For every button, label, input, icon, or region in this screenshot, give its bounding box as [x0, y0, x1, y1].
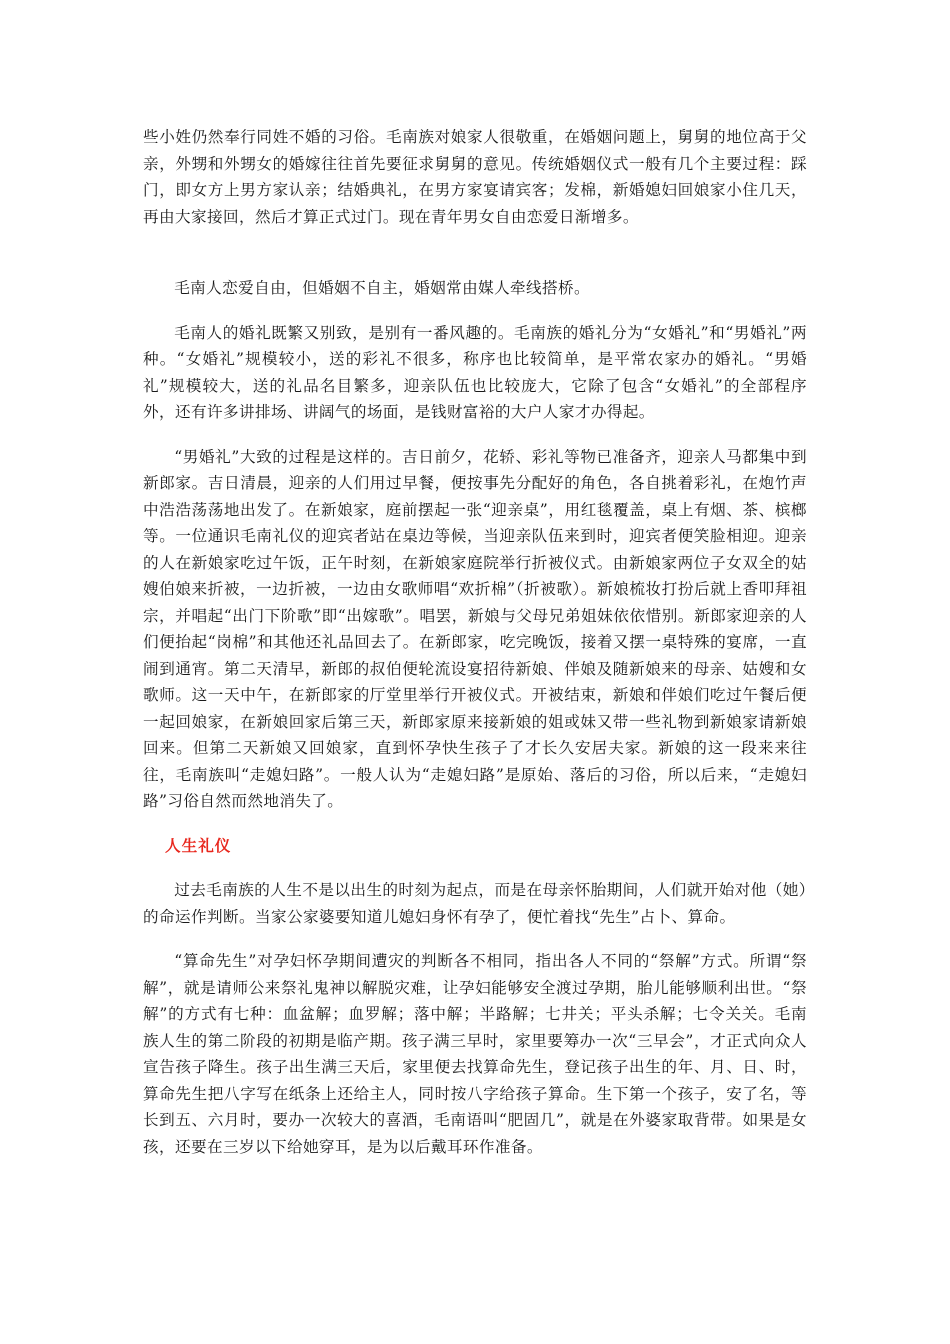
- blank-gap: [143, 426, 807, 444]
- paragraph-love-freedom: 毛南人恋爱自由，但婚姻不自主，婚姻常由媒人牵线搭桥。: [174, 279, 591, 297]
- blank-gap: [143, 230, 807, 275]
- blank-gap: [143, 302, 807, 320]
- section-heading-life-etiquette: 人生礼仪: [165, 836, 232, 855]
- paragraph-wedding-types: 毛南人的婚礼既繁又别致，是别有一番风趣的。毛南族的婚礼分为“女婚礼”和“男婚礼”两种。“女婚礼”规模较小，送的彩礼不很多，称序也比较简单，是平常农家办的婚礼。“男婚礼”规模较大，送的礼品名目繁多，迎亲队伍也比较庞大，它除了包含“女婚礼”的全部程序外，还有许多讲排场、讲阔气的场面，是钱财富裕的大户人家才办得起。: [143, 323, 807, 421]
- paragraph-jijie-rituals: “算命先生”对孕妇怀孕期间遭灾的判断各不相同，指出各人不同的“祭解”方式。所谓“祭解”，就是请师公来祭礼鬼神以解脱灾难，让孕妇能够安全渡过孕期，胎儿能够顺利出世。“祭解”的方式有七种：血盆解；血罗解；落中解；半路解；七井关；平头杀解；七令关关。毛南族人生的第二阶段的初期是临产期。孩子满三早时，家里要筹办一次“三早会”，才正式向众人宣告孩子降生。孩子出生满三天后，家里便去找算命先生，登记孩子出生的年、月、日、时，算命先生把八字写在纸条上还给主人，同时按八字给孩子算命。生下第一个孩子，安了名，等长到五、六月时，要办一次较大的喜酒，毛南语叫“肥固几”，就是在外婆家取背带。如果是女孩，还要在三岁以下给她穿耳，是为以后戴耳环作准备。: [143, 952, 807, 1156]
- blank-gap: [143, 859, 807, 877]
- document-body: [143, 124, 807, 1160]
- paragraph-marriage-customs: 些小姓仍然奉行同姓不婚的习俗。毛南族对娘家人很敬重，在婚姻问题上，舅舅的地位高于父亲，外甥和外甥女的婚嫁往往首先要征求舅舅的意见。传统婚姻仪式一般有几个主要过程：踩门，即女方上男方家认亲；结婚典礼，在男方家宴请宾客；发棉，新婚媳妇回娘家小住几天，再由大家接回，然后才算正式过门。现在青年男女自由恋爱日渐增多。: [143, 128, 807, 226]
- paragraph-male-wedding-process: “男婚礼”大致的过程是这样的。吉日前夕，花轿、彩礼等物已准备齐，迎亲人马都集中到新郎家。吉日清晨，迎亲的人们用过早餐，便按事先分配好的角色，各自挑着彩礼，在炮竹声中浩浩荡荡地出发了。在新娘家，庭前摆起一张“迎亲桌”，用红毯覆盖，桌上有烟、茶、槟榔等。一位通识毛南礼仪的迎宾者站在桌边等候，当迎亲队伍来到时，迎宾者便笑脸相迎。迎亲的人在新娘家吃过午饭，正午时刻，在新娘家庭院举行折被仪式。由新娘家两位子女双全的姑嫂伯娘来折被，一边折被，一边由女歌师唱“欢折棉”（折被歌）。新娘梳妆打扮后就上香叩拜祖宗，并唱起“出门下阶歌”即“出嫁歌”。唱罢，新娘与父母兄弟姐妹依依惜别。新郎家迎亲的人们便抬起“岗棉”和其他还礼品回去了。在新郎家，吃完晚饭，接着又摆一桌特殊的宴席，一直闹到通宵。第二天清早，新郎的叔伯便轮流设宴招待新娘、伴娘及随新娘来的母亲、姑嫂和女歌师。这一天中午，在新郎家的厅堂里举行开被仪式。开被结束，新娘和伴娘们吃过午餐后便一起回娘家，在新娘回家后第三天，新郎家原来接新娘的姐或妹又带一些礼物到新娘家请新娘回来。但第二天新娘又回娘家，直到怀孕快生孩子了才长久安居夫家。新娘的这一段来来往往，毛南族叫“走媳妇路”。一般人认为“走媳妇路”是原始、落后的习俗，所以后来，“走媳妇路”习俗自然而然地消失了。: [143, 447, 807, 810]
- blank-gap: [143, 815, 807, 833]
- blank-gap: [143, 930, 807, 948]
- paragraph-pregnancy-fortune: 过去毛南族的人生不是以出生的时刻为起点，而是在母亲怀胎期间，人们就开始对他（她）的命运作判断。当家公家婆要知道儿媳妇身怀有孕了，便忙着找“先生”占卜、算命。: [143, 881, 807, 926]
